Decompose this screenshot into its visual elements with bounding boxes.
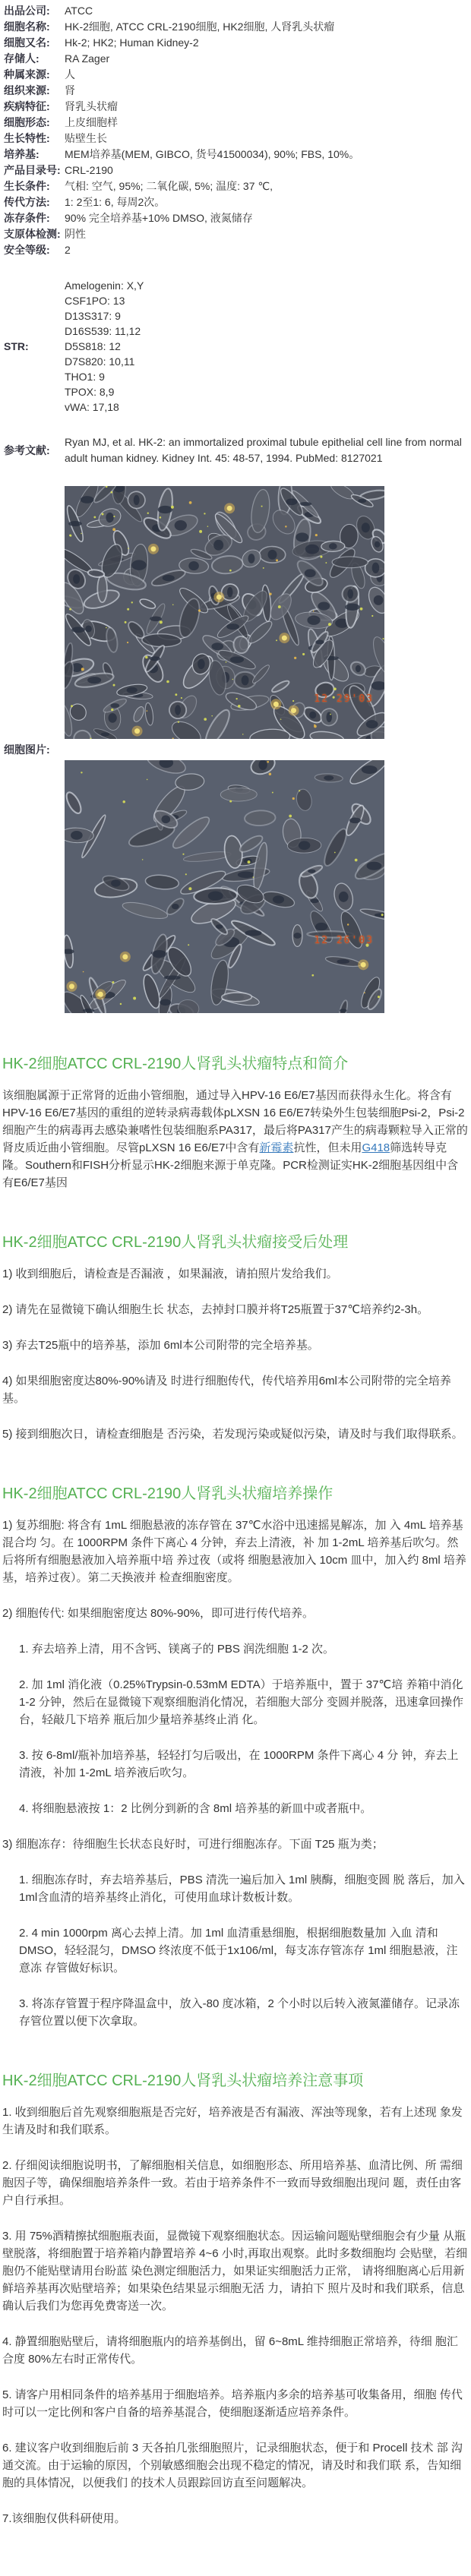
section-paragraph: 7.该细胞仅供科研使用。 — [2, 2512, 126, 2525]
section-paragraph: 4. 静置细胞贴壁后，请将细胞瓶内的培养基倒出，留 6~8mL 维持细胞正常培养，待细 胞汇 合度 80%左右时正常传代。 — [2, 2335, 458, 2366]
spec-label: 支原体检测: — [4, 228, 61, 240]
spec-value: 人 — [65, 68, 75, 80]
spec-row — [0, 99, 471, 115]
section-paragraph: 2) 请先在显微镜下确认细胞生长 状态，去掉封口膜并将T25瓶置于37℃培养约2-3h。 — [2, 1303, 429, 1316]
spec-label: 细胞名称: — [4, 21, 50, 33]
spec-row — [0, 242, 471, 258]
spec-row — [0, 3, 471, 19]
spec-value: HK-2细胞, ATCC CRL-2190细胞, HK2细胞, 人肾乳头状瘤 — [65, 21, 335, 33]
spec-spacer — [0, 466, 471, 486]
spec-label: 细胞又名: — [4, 36, 50, 49]
spec-label: 生长特性: — [4, 132, 50, 144]
spec-label: 组织来源: — [4, 84, 50, 96]
section-paragraph: 该细胞属源于正常肾的近曲小管细胞，通过导入HPV-16 E6/E7基因而获得永生化。将含有HPV-16 E6/E7基因的重组的逆转录病毒载体pLXSN 16 E6/E7转染外生包装细胞Psi-2，Psi-2细胞产生的病毒再去感染兼嗜性包装细胞系PA317，最后将PA317产生的病毒颗粒导入正常的肾皮质近曲小管细胞。尽管pLXSN 16 E6/E7中含有新霉素抗性，但未用G418筛选转导克隆。Southern和FISH分析显示HK-2细胞来源于单克隆。PCR检测证实HK-2细胞基因组中含有E6/E7基因 — [2, 1089, 468, 1189]
spec-label: 培养基: — [4, 148, 40, 160]
section-paragraph: 1. 细胞冻存时，弃去培养基后，PBS 清洗一遍后加入 1ml 胰酶，细胞变圆 脱 落后，加入 1ml含血清的培养基终止消化，可使用血球计数板计数。 — [19, 1874, 465, 1904]
section-heading: HK-2细胞ATCC CRL-2190人肾乳头状瘤培养注意事项 — [2, 2072, 364, 2089]
spec-value: 1: 2至1: 6, 每周2次。 — [65, 196, 166, 208]
str-marker-line: CSF1PO: 13 — [65, 295, 125, 307]
spec-value: 肾乳头状瘤 — [65, 100, 118, 112]
section-paragraph: 2) 细胞传代: 如果细胞密度达 80%-90%，即可进行传代培养。 — [2, 1607, 315, 1620]
section-paragraph: 1. 弃去培养上清，用不含钙、镁离子的 PBS 润洗细胞 1-2 次。 — [19, 1643, 335, 1656]
spec-row — [0, 115, 471, 131]
str-marker-line: TPOX: 8,9 — [65, 386, 115, 398]
spec-row — [0, 210, 471, 226]
section-paragraph: 1) 收到细胞后，请检查是否漏液 ，如果漏液，请拍照片发给我们。 — [2, 1267, 338, 1280]
micrograph-timestamp: 12 26'03 — [314, 935, 374, 946]
spec-value: 上皮细胞样 — [65, 116, 118, 128]
spec-value: 气相: 空气, 95%; 二氧化碳, 5%; 温度: 37 ℃, — [65, 180, 273, 192]
inline-link[interactable]: G418 — [362, 1141, 390, 1154]
micrograph-stack — [65, 486, 471, 1013]
str-marker-line: D5S818: 12 — [65, 340, 121, 352]
spec-row — [0, 67, 471, 83]
spec-label: 安全等级: — [4, 244, 50, 256]
cell-micrograph-1 — [65, 486, 384, 739]
str-marker-line: THO1: 9 — [65, 371, 105, 383]
section-paragraph: 3. 用 75%酒精擦拭细胞瓶表面，显微镜下观察细胞状态。因运输问题贴壁细胞会有少量 从瓶 壁脱落，将细胞置于培养箱内静置培养 4~6 小时,再取出观察。此时多数细胞均 会贴壁，若细胞仍不能贴壁请用台盼蓝 染色测定细胞活力，如果证实细胞活力正常， 请将细胞离心后用新鲜培养基再次贴壁培养；如果染色结果显示细胞无活 力，请拍下 照片及时和我们联系，信息确认后我们为您再免费寄送一次。 — [2, 2230, 468, 2312]
spec-label: 细胞形态: — [4, 116, 50, 128]
str-marker-line: D13S317: 9 — [65, 310, 121, 322]
spec-label: 出品公司: — [4, 5, 50, 17]
section-paragraph: 3. 按 6-8ml/瓶补加培养基，轻轻打匀后吸出，在 1000RPM 条件下离心 4 分 钟，弃去上清液，补加 1-2mL 培养液后吹匀。 — [19, 1749, 459, 1779]
spec-value: RA Zager — [65, 52, 110, 65]
str-marker-line: D16S539: 11,12 — [65, 325, 141, 337]
section-1 — [2, 1054, 468, 1192]
cell-micrograph-2 — [65, 760, 384, 1013]
spec-value: 2 — [65, 244, 71, 256]
spec-row — [0, 147, 471, 163]
spec-row — [0, 194, 471, 210]
spec-table — [0, 3, 471, 1013]
section-paragraph: 1) 复苏细胞: 将含有 1mL 细胞悬液的冻存管在 37℃水浴中迅速摇晃解冻，加 入 4mL 培养基混合均 匀。在 1000RPM 条件下离心 4 分钟，弃去上清液，补 加 1-2mL 培养基后吹匀。然后将所有细胞悬液加入培养瓶中培 养过夜（或将 细胞悬液加入 10cm 皿中，加入约 8ml 培养基，培养过夜）。第二天换液并 检查细胞密度。 — [2, 1519, 466, 1584]
section-heading: HK-2细胞ATCC CRL-2190人肾乳头状瘤特点和简介 — [2, 1056, 349, 1072]
micrograph-timestamp: 12 29'03 — [314, 693, 374, 705]
spec-value-str — [65, 278, 471, 415]
spec-row-images — [0, 486, 471, 1013]
spec-label: 种属来源: — [4, 68, 50, 80]
spec-row — [0, 131, 471, 147]
spec-row — [0, 83, 471, 99]
section-paragraph: 3) 细胞冻存：待细胞生长状态良好时，可进行细胞冻存。下面 T25 瓶为类； — [2, 1838, 384, 1851]
spec-label-str: STR: — [4, 339, 29, 352]
section-paragraph: 3. 将冻存管置于程序降温盒中，放入-80 度冰箱，2 个小时以后转入液氮灌储存。记录冻存管位置以便下次拿取。 — [19, 1997, 460, 2028]
section-paragraph: 2. 加 1ml 消化液（0.25%Trypsin-0.53mM EDTA）于培养瓶中，置于 37℃培 养箱中消化1-2 分钟，然后在显微镜下观察细胞消化情况，若细胞大部分 变圆并脱落，迅速拿回操作台，轻敲几下培养 瓶后加少量培养基终止消 化。 — [19, 1678, 464, 1726]
spec-row — [0, 35, 471, 51]
spec-label-reference: 参考文献: — [4, 444, 50, 456]
spec-label: 冻存条件: — [4, 212, 50, 224]
section-paragraph: 4) 如果细胞密度达80%-90%请及 时进行细胞传代，传代培养用6ml本公司附带的完全培养基。 — [2, 1375, 451, 1405]
section-paragraph: 2. 仔细阅读细胞说明书，了解细胞相关信息，如细胞形态、所用培养基、血清比例、所 需细胞因子等，确保细胞培养条件一致。若由于培养条件不一致而导致细胞出现问 题，责任由客户自行承担。 — [2, 2159, 463, 2207]
spec-row — [0, 178, 471, 194]
section-heading: HK-2细胞ATCC CRL-2190人肾乳头状瘤培养操作 — [2, 1485, 333, 1502]
spec-row — [0, 19, 471, 35]
spec-label: 产品目录号: — [4, 164, 61, 176]
section-paragraph: 5) 接到细胞次日，请检查细胞是 否污染，若发现污染或疑似污染，请及时与我们取得联系。 — [2, 1428, 463, 1441]
reference-text: Ryan MJ, et al. HK-2: an immortalized proximal tubule epithelial cell line from normal adult human kidney. Kidney Int. 45: 48-57, 1994. PubMed: 8127021 — [65, 436, 462, 464]
micrograph-svg — [65, 760, 384, 1013]
spec-value: MEM培养基(MEM, GIBCO, 货号41500034), 90%; FBS, 10%。 — [65, 148, 360, 160]
spec-value: 肾 — [65, 84, 75, 96]
section-paragraph: 1. 收到细胞后首先观察细胞瓶是否完好，培养液是否有漏液、浑浊等现象，若有上述现 象发生请及时和我们联系。 — [2, 2106, 463, 2136]
section-4 — [2, 2071, 468, 2527]
content-sections — [0, 1054, 471, 2527]
section-paragraph: 5. 请客户用相同条件的培养基用于细胞培养。培养瓶内多余的培养基可收集备用，细胞 传代时可以一定比例和客户自备的培养基混合，使细胞逐渐适应培养条件。 — [2, 2388, 463, 2419]
section-paragraph: 3) 弃去T25瓶中的培养基，添加 6ml本公司附带的完全培养基。 — [2, 1339, 319, 1352]
spec-spacer — [0, 258, 471, 278]
inline-link[interactable]: 新霉素 — [259, 1141, 294, 1154]
spec-label: 生长条件: — [4, 180, 50, 192]
str-marker-line: D7S820: 10,11 — [65, 355, 135, 368]
section-paragraph: 2. 4 min 1000rpm 离心去掉上清。加 1ml 血清重悬细胞，根据细胞数量加 入血 清和DMSO，轻轻混匀，DMSO 终浓度不低于1x106/ml，每支冻存管冻存 1ml 细胞悬液，注意冻 存管做好标识。 — [19, 1927, 458, 1975]
spec-row-reference — [0, 434, 471, 466]
spec-value: 90% 完全培养基+10% DMSO, 液氮储存 — [65, 212, 253, 224]
spec-row — [0, 163, 471, 178]
spec-row — [0, 51, 471, 67]
spec-value: 贴壁生长 — [65, 132, 107, 144]
spec-label: 传代方法: — [4, 196, 50, 208]
section-2 — [2, 1233, 468, 1443]
spec-row — [0, 226, 471, 242]
section-heading: HK-2细胞ATCC CRL-2190人肾乳头状瘤接受后处理 — [2, 1234, 349, 1251]
section-paragraph: 4. 将细胞悬液按 1：2 比例分到新的含 8ml 培养基的新皿中或者瓶中。 — [19, 1802, 372, 1815]
section-3 — [2, 1484, 468, 2030]
str-marker-line: vWA: 17,18 — [65, 401, 119, 413]
spec-label: 疾病特征: — [4, 100, 50, 112]
spec-label-images: 细胞图片: — [4, 743, 50, 756]
section-paragraph: 6. 建议客户收到细胞后前 3 天各拍几张细胞照片，记录细胞状态，便于和 Procell 技术 部 沟通交流。由于运输的原因，个别敏感细胞会出现不稳定的情况，请及时和我们联 系，告知细胞的具体情况，以便我们 的技术人员跟踪回访直至问题解决。 — [2, 2442, 463, 2489]
spec-value: ATCC — [65, 5, 93, 17]
spec-value: Hk-2; HK2; Human Kidney-2 — [65, 36, 199, 49]
spec-value: CRL-2190 — [65, 164, 113, 176]
spec-row-str — [0, 278, 471, 415]
str-marker-line: Amelogenin: X,Y — [65, 279, 144, 292]
spec-label: 存储人: — [4, 52, 40, 65]
spec-spacer — [0, 415, 471, 434]
spec-value: 阴性 — [65, 228, 86, 240]
